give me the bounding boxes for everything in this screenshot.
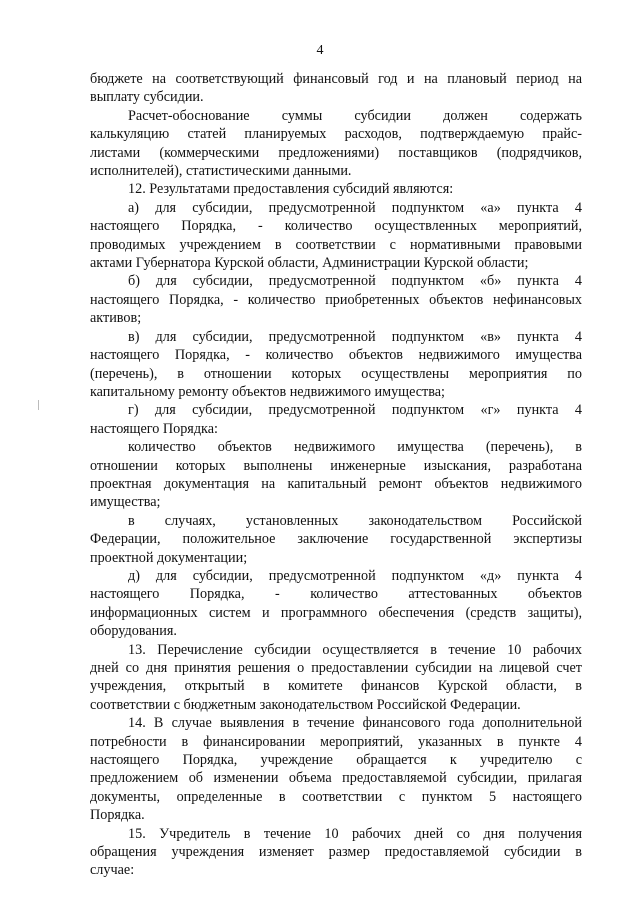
text-line: в случаях, установленных законодательством Российской — [128, 512, 582, 529]
text-line: г) для субсидии, предусмотренной подпунктом «г» пункта 4 — [128, 402, 582, 419]
text-line: 12. Результатами предоставления субсидий являются: — [128, 181, 454, 198]
text-line: листами (коммерческими предложениями) поставщиков (подрядчиков, — [90, 144, 582, 161]
text-line: Порядка. — [90, 807, 145, 824]
text-line: в) для субсидии, предусмотренной подпунктом «в» пункта 4 — [128, 328, 582, 345]
text-line: б) для субсидии, предусмотренной подпунктом «б» пункта 4 — [128, 273, 582, 290]
text-line: дней со дня принятия решения о предоставлении субсидии на лицевой счет — [90, 660, 582, 676]
page-number: 4 — [316, 43, 324, 58]
text-line: количество объектов недвижимого имущества (перечень), в — [128, 439, 582, 456]
text-line: проектной документации; — [90, 549, 248, 566]
text-line: 14. В случае выявления в течение финансового года дополнительной — [128, 715, 582, 732]
text-line: отношении которых выполнены инженерные изыскания, разработана — [90, 457, 582, 474]
text-line: д) для субсидии, предусмотренной подпунктом «д» пункта 4 — [128, 567, 582, 584]
margin-mark — [38, 400, 39, 410]
text-line: учреждения, открытый в комитете финансов Курской области, в — [90, 678, 582, 695]
text-line: 15. Учредитель в течение 10 рабочих дней со дня получения — [128, 825, 582, 842]
text-line: проектная документация на капитальный ремонт объектов недвижимого — [90, 475, 582, 492]
text-line: обращения учреждения изменяет размер предоставляемой субсидии в — [90, 844, 582, 861]
text-line: актами Губернатора Курской области, Администрации Курской области; — [90, 255, 529, 272]
text-line: выплату субсидии. — [90, 89, 204, 106]
text-line: (перечень), в отношении которых осуществлены мероприятия по — [90, 365, 582, 382]
text-line: Федерации, положительное заключение государственной экспертизы — [90, 531, 582, 548]
text-line: настоящего Порядка, - количество приобретенных объектов нефинансовых — [90, 291, 582, 308]
text-line: проводимых учреждением в соответствии с нормативными правовыми — [90, 236, 582, 253]
text-line: настоящего Порядка, - количество осуществленных мероприятий, — [90, 218, 582, 235]
text-line: Расчет-обоснование суммы субсидии должен содержать — [128, 107, 582, 124]
text-line: калькуляцию статей планируемых расходов, подтверждаемую прайс- — [90, 126, 582, 143]
text-line: случае: — [90, 862, 135, 879]
text-line: 13. Перечисление субсидии осуществляется в течение 10 рабочих — [128, 641, 582, 658]
text-line: документы, определенные в соответствии с пунктом 5 настоящего — [90, 788, 582, 805]
text-line: информационных систем и программного обеспечения (средств защиты), — [90, 604, 582, 621]
text-line: настоящего Порядка, - количество объектов недвижимого имущества — [90, 347, 582, 364]
text-line: бюджете на соответствующий финансовый год и на плановый период на — [90, 71, 582, 87]
text-line: настоящего Порядка, - количество аттестованных объектов — [90, 586, 582, 603]
text-line: капитальному ремонту объектов недвижимого имущества; — [90, 383, 445, 400]
text-line: исполнителей), статистическими данными. — [90, 163, 352, 180]
text-line: потребности в финансировании мероприятий, указанных в пункте 4 — [90, 733, 582, 750]
text-line: настоящего Порядка: — [90, 420, 218, 437]
text-line: а) для субсидии, предусмотренной подпунктом «а» пункта 4 — [128, 199, 582, 216]
text-line: настоящего Порядка, учреждение обращается к учредителю с — [90, 752, 582, 769]
text-line: имущества; — [90, 494, 161, 511]
text-line: оборудования. — [90, 623, 177, 640]
text-line: предложением об изменении объема предоставляемой субсидии, прилагая — [90, 770, 582, 787]
text-line: активов; — [90, 310, 142, 327]
document-body — [90, 70, 582, 880]
text-line: соответствии с бюджетным законодательством Российской Федерации. — [90, 696, 521, 713]
